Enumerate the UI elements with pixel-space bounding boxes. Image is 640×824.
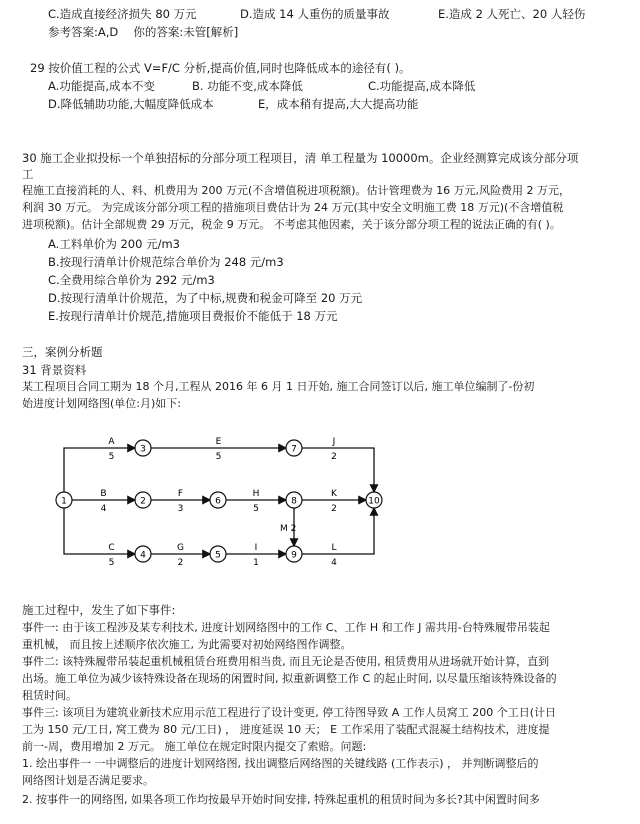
activity-duration-c: 5 [108,558,115,568]
network-diagram [40,420,400,580]
activity-duration-e: 5 [215,452,222,462]
question-2-line-1: 2. 按事件一的网络图, 如果各项工作均按最早开始时间安排, 特殊起重机的租赁时间为多长?其中闲置时间多 [22,793,540,806]
activity-name-c: C [108,543,115,553]
activity-arrow-a [64,448,135,492]
activity-name-l: L [331,543,337,553]
network-node-6 [210,492,226,508]
svg-text:7: 7 [291,444,297,455]
activity-label-m: M 2 [280,524,297,534]
activity-duration-l: 4 [331,558,337,568]
activity-duration-b: 4 [100,504,107,514]
network-node-2 [135,492,151,508]
q30-stem-line-2: 工 [22,167,34,181]
event-3-line-3: 前一-周，费用增加 2 万元。 施工单位在规定时限内提交了索赔。问题: [22,740,367,753]
section-heading: 三，案例分析题 [22,345,103,359]
q31-intro-line-2: 始进度计划网络图(单位:月)如下: [22,397,181,410]
svg-text:10: 10 [368,496,380,507]
q29-option-c: C.功能提高,成本降低 [368,79,476,93]
q28-option-d: D.造成 14 人重伤的质量事故 [240,7,390,21]
event-1-line-2: 重机械， 而且按上述顺序依次施工, 为此需要对初始网络图作调整。 [22,638,352,651]
activity-duration-g: 2 [177,558,184,568]
svg-text:6: 6 [215,496,221,507]
activity-name-k: K [331,489,337,499]
network-node-3 [135,440,151,456]
network-node-4 [135,546,151,562]
svg-text:5: 5 [215,550,221,561]
activity-duration-a: 5 [108,452,115,462]
activity-arrow-c [64,508,135,554]
q30-stem-line-5: 进项税额)。估计全部规费 29 万元，税金 9 万元。 不考虑其他因素，关于该分部分项工程的说法正确的有( )。 [22,218,561,231]
event-1-line-1: 事件一: 由于该工程涉及某专利技术, 进度计划网络图中的工作 C、工作 H 和工作 J 需共用-台特殊履带吊装起 [22,621,550,634]
network-node-10 [366,492,382,508]
activity-name-b: B [100,489,107,499]
events-intro: 施工过程中，发生了如下事件: [22,603,176,617]
activity-name-a: A [108,437,115,447]
q30-option-a: A.工料单价为 200 元/m3 [48,237,180,251]
activity-arrow-j [302,448,374,492]
q28-answer-line: 参考答案:A,D 你的答案:未管[解析] [48,25,239,39]
activity-arrow-l [302,508,374,554]
question-1-line-1: 1. 绘出事件一 一中调整后的进度计划网络图, 找出调整后网络图的关键线路 (工作表示) ， 并判断调整后的 [22,757,539,770]
q28-option-c: C.造成直接经济损失 80 万元 [48,7,197,21]
q31-label: 31 背景资料 [22,363,87,377]
activity-name-h: H [252,489,260,499]
activity-duration-i: 1 [253,558,259,568]
activity-name-j: J [332,437,336,447]
network-node-5 [210,546,226,562]
q29-stem: 29 按价值工程的公式 V=F/C 分析,提高价值,同时也降低成本的途径有( )。 [30,61,411,75]
svg-text:1: 1 [61,496,67,507]
svg-text:8: 8 [291,496,297,507]
q28-option-e: E.造成 2 人死亡、20 人轻伤 [438,7,586,21]
q30-option-c: C.全费用综合单价为 292 元/m3 [48,273,215,287]
q29-option-a: A.功能提高,成本不变 [48,79,155,93]
svg-text:3: 3 [140,444,146,455]
activity-name-g: G [177,543,184,553]
network-node-1 [56,492,72,508]
activity-duration-f: 3 [177,504,184,514]
event-2-line-2: 出场。施工单位为减少该特殊设备在现场的闲置时间, 拟重新调整工作 C 的起止时间, 以尽量压缩该特殊设备的 [22,672,557,685]
activity-duration-k: 2 [331,504,337,514]
q30-stem-line-4: 利润 30 万元。 为完成该分部分项工程的措施项目费估计为 24 万元(其中安全文明施工费 18 万元)(不含增值税 [22,201,564,214]
activity-name-f: F [177,489,184,499]
q30-stem-line-1: 30 施工企业拟投标一个单独招标的分部分项工程项目，清 单工程量为 10000m。企业经测算完成该分部分项 [22,151,579,165]
event-3-line-2: 工为 150 元/工日, 窝工费为 80 元/工日) ， 进度延误 10 天； E 工作采用了装配式混凝土结构技术，进度提 [22,723,550,736]
network-node-7 [286,440,302,456]
network-node-9 [286,546,302,562]
event-2-line-3: 租赁时间。 [22,689,77,702]
event-3-line-1: 事件三: 该项目为建筑业新技术应用示范工程进行了设计变更, 停工待图导致 A 工作人员窝工 200 个工日(计日 [22,706,556,719]
q29-option-e: E，成本稍有提高,大大提高功能 [258,97,419,111]
svg-text:2: 2 [140,496,146,507]
activity-duration-j: 2 [331,452,337,462]
question-1-line-2: 网络图计划是否满足要求。 [22,774,154,787]
q30-option-e: E.按现行清单计价规范,措施项目费报价不能低于 18 万元 [48,309,338,323]
network-node-8 [286,492,302,508]
activity-duration-h: 5 [253,504,259,514]
q29-option-b: B. 功能不变,成本降低 [192,79,303,93]
q30-option-b: B.按现行清单计价规范综合单价为 248 元/m3 [48,255,284,269]
q30-option-d: D.按现行清单计价规范，为了中标,规费和税金可降至 20 万元 [48,291,363,305]
activity-name-i: I [254,543,258,553]
svg-text:4: 4 [140,550,146,561]
q31-intro-line-1: 某工程项目合同工期为 18 个月,工程从 2016 年 6 月 1 日开始, 施工合同签订以后, 施工单位编制了-份初 [22,380,535,393]
q30-stem-line-3: 程施工直接消耗的人、料、机费用为 200 万元(不含增值税进项税额)。估计管理费为 16 万元,风险费用 2 万元， [22,184,571,197]
activity-name-e: E [215,437,222,447]
event-2-line-1: 事件二: 该特殊履带吊装起重机械租赁台班费用相当贵, 而且无论是否使用, 租赁费用从进场就开始计算，直到 [22,655,550,668]
svg-text:9: 9 [291,550,297,561]
q29-option-d: D.降低辅助功能,大幅度降低成本 [48,97,214,111]
